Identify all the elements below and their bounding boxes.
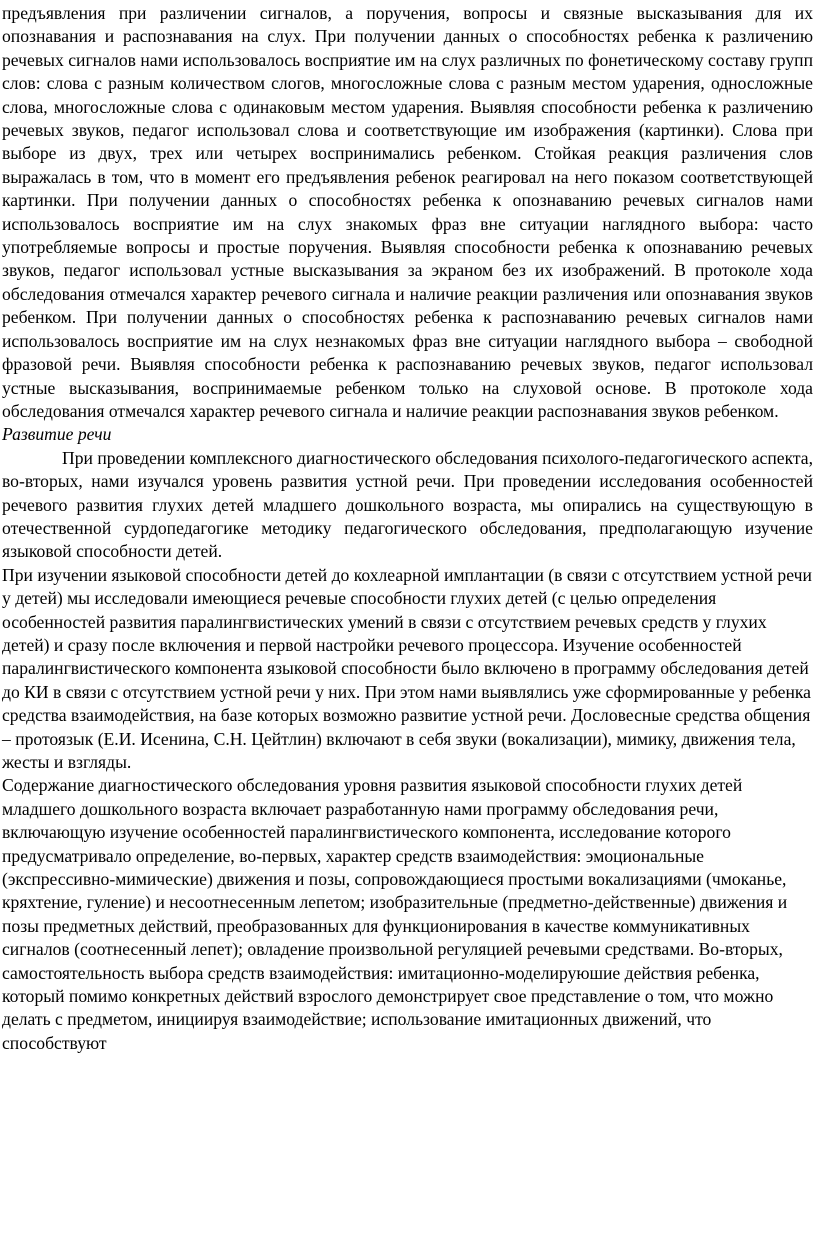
paragraph-perception: предъявления при различении сигналов, а поручения, вопросы и связные высказывания для их опознавания и распознавания на слух. При получении данных о способностях ребенка к различению речевых сигналов нами использовалось восприятие им на слух различных по фонетическому составу групп слов: слова с разным количеством слогов, многосложные слова с разным местом ударения, односложные слова, многосложные слова с одинаковым местом ударения. Выявляя способности ребенка к различению речевых звуков, педагог использовал слова и соответствующие им изображения (картинки). Слова при выборе из двух, трех или четырех воспринимались ребенком. Стойкая реакция различения слов выражалась в том, что в момент его предъявления ребенок реагировал на него показом соответствующей картинки. При получении данных о способностях ребенка к опознаванию речевых сигналов нами использовалось восприятие им на слух знакомых фраз вне ситуации наглядного выбора: часто употребляемые вопросы и простые поручения. Выявляя способности ребенка к опознаванию речевых звуков, педагог использовал устные высказывания за экраном без их изображений. В протоколе хода обследования отмечался характер речевого сигнала и наличие реакции различения или опознавания звуков ребенком. При получении данных о способностях ребенка к распознаванию речевых сигналов нами использовалось восприятие им на слух незнакомых фраз вне ситуации наглядного выбора – свободной фразовой речи. Выявляя способности ребенка к распознаванию речевых звуков, педагог использовал устные высказывания, воспринимаемые ребенком только на слуховой основе. В протоколе хода обследования отмечался характер речевого сигнала и наличие реакции распознавания звуков ребенком. xyxy=(2,3,813,421)
paragraph-language-ability: При изучении языковой способности детей до кохлеарной имплантации (в связи с отсутствием устной речи у детей) мы исследовали имеющиеся речевые способности глухих детей (с целью определения особенностей развития паралингвистических умений в связи с отсутствием речевых средств у глухих детей) и сразу после включения и первой настройки речевого процессора. Изучение особенностей паралингвистического компонента языковой способности было включено в программу обследования детей до КИ в связи с отсутствием устной речи у них. При этом нами выявлялись уже сформированные у ребенка средства взаимодействия, на базе которых возможно развитие устной речи. Дословесные средства общения – протоязык (Е.И. Исенина, С.Н. Цейтлин) включают в себя звуки (вокализации), мимику, движения тела, жесты и взгляды. xyxy=(2,564,812,772)
section-heading: Развитие речи xyxy=(2,424,112,445)
paragraph-speech-development: При проведении комплексного диагностического обследования психолого-педагогического аспекта, во-вторых, нами изучался уровень развития устной речи. При проведении исследования особенностей речевого развития глухих детей младшего дошкольного возраста, мы опирались на существующую в отечественной сурдопедагогике методику педагогического обследования, предполагающую изучение языковой способности детей. xyxy=(2,447,813,562)
paragraph-diagnostic-content: Содержание диагностического обследования уровня развития языковой способности глухих детей младшего дошкольного возраста включает разработанную нами программу обследования речи, включающую изучение особенностей паралингвистического компонента, исследование которого предусматривало определение, во-первых, характер средств взаимодействия: эмоциональные (экспрессивно-мимические) движения и позы, сопровождающиеся простыми вокализациями (чмоканье, кряхтение, гуление) и несоотнесенным лепетом; изобразительные (предметно-действенные) движения и позы предметных действий, преобразованных для функционирования в качестве коммуникативных сигналов (соотнесенный лепет); овладение произвольной регуляцией речевыми средствами. Во-вторых, самостоятельность выбора средств взаимодействия: имитационно-моделируюшие действия ребенка, который помимо конкретных действий взрослого демонстрирует свое представление о том, что можно делать с предметом, инициируя взаимодействие; использование имитационных движений, что способствуют xyxy=(2,775,788,1053)
